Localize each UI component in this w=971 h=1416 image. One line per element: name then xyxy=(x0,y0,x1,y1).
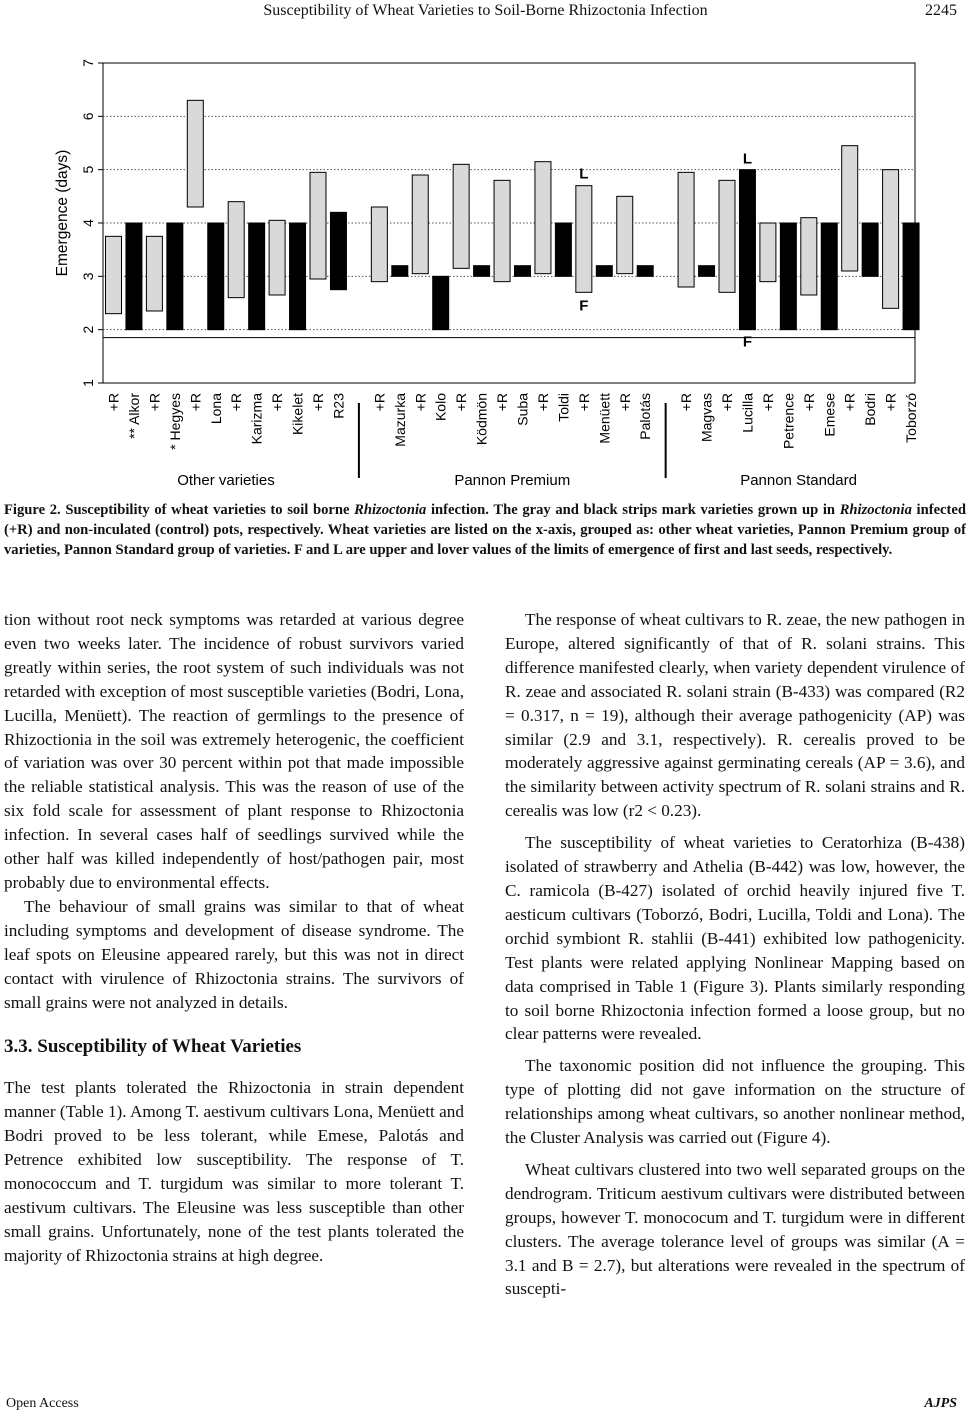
annotation-label: F xyxy=(742,333,753,351)
x-tick-label: Kolo xyxy=(432,393,449,422)
bar-control xyxy=(167,223,183,330)
right-paragraph-4: Wheat cultivars clustered into two well separated groups on the dendrogram. Triticum aestivum cultivars were distributed between groups, however T. monococum and T. turgidum were in different clusters. The average tolerance level of groups was similar (A = 3.1 and B = 2.7), but alterations were revealed in the spectrum of suscepti- xyxy=(505,1159,965,1299)
x-tick-label: Kikelet xyxy=(289,393,306,436)
bar-control xyxy=(821,223,837,330)
y-tick-label: 6 xyxy=(80,112,96,121)
footer-open-access: Open Access xyxy=(6,1396,79,1411)
right-column xyxy=(505,608,965,1301)
bar-control xyxy=(249,223,265,330)
x-tick-label: Emese xyxy=(821,393,838,437)
bar-infected xyxy=(842,146,858,271)
x-tick-label: ** Alkor xyxy=(125,393,142,439)
x-tick-label: Lona xyxy=(207,393,224,425)
bar-control xyxy=(126,223,142,330)
x-tick-label: Petrence xyxy=(780,393,797,450)
x-tick-label: Bodri xyxy=(862,393,879,426)
bar-infected xyxy=(146,236,162,311)
bar-infected xyxy=(801,218,817,295)
x-tick-label: +R xyxy=(841,393,858,412)
section-heading: 3.3. Susceptibility of Wheat Varieties xyxy=(4,1036,302,1058)
y-tick-label: 1 xyxy=(80,379,96,387)
caption-text-3: infected (+R) and non-inculated (control) pots, respectively. Wheat varieties are listed on the x-axis, grouped as: other wheat varieties, Pannon Premium group of varieties, Pannon Standard group of varieties. F and L are upper and lover values of the limits of emergence of first and last seeds, respectively. xyxy=(4,502,966,558)
page-footer xyxy=(0,1396,971,1416)
right-paragraph-1: The response of wheat cultivars to R. zeae, the new pathogen in Europe, altered significantly of that of R. solani strains. This difference manifested clearly, when variety dependent virulence of R. zeae and associated R. solani strain (B-433) was compared (R2 = 0.317, n = 19), although their average pathogenicity (AP) was similar (2.9 and 3.1, respectively). R. cerealis proved to be moderately aggressive against germinating cereals (AP = 3.6), and the similarity between activity spectrum of R. solani strains and R. cerealis was low (r2 < 0.23). xyxy=(505,610,965,821)
bar-control xyxy=(596,266,612,277)
x-tick-label: +R xyxy=(534,393,551,412)
x-tick-label: +R xyxy=(228,393,245,412)
x-tick-label: +R xyxy=(453,393,470,412)
caption-text-1: Figure 2. Susceptibility of wheat varieties to soil borne xyxy=(4,502,355,518)
bar-infected xyxy=(719,180,735,292)
bar-control xyxy=(699,266,715,277)
bar-infected xyxy=(269,220,285,295)
left-column xyxy=(4,608,464,1268)
bar-infected xyxy=(535,162,551,274)
bar-infected xyxy=(576,186,592,293)
x-tick-label: +R xyxy=(494,393,511,412)
left-paragraph-2: The behaviour of small grains was similar to that of wheat including symptoms and development of disease syndrome. The leaf spots on Eleusine appeared rarely, but this was not in direct contact with virulence of Rhizoctonia strains. The survivors of small grains were not analyzed in details. xyxy=(4,896,464,1012)
bar-control xyxy=(555,223,571,276)
bar-infected xyxy=(106,236,122,313)
y-tick-label: 7 xyxy=(80,59,96,67)
bar-control xyxy=(515,266,531,277)
bar-infected xyxy=(760,223,776,282)
group-label: Pannon Standard xyxy=(740,472,857,489)
x-tick-label: Lucilla xyxy=(739,393,756,433)
bar-infected xyxy=(228,202,244,298)
bar-infected xyxy=(883,170,899,309)
bar-control xyxy=(290,223,306,330)
bar-infected xyxy=(678,172,694,287)
bar-infected xyxy=(453,164,469,268)
x-tick-label: +R xyxy=(616,393,633,412)
annotation-label: F xyxy=(579,297,589,315)
bar-control xyxy=(433,276,449,329)
figure-caption xyxy=(4,500,966,560)
x-tick-label: Menüett xyxy=(596,393,613,444)
bar-infected xyxy=(617,196,633,273)
page-header xyxy=(0,0,971,26)
x-tick-label: +R xyxy=(310,393,326,412)
x-tick-label: +R xyxy=(146,393,163,412)
x-tick-label: +R xyxy=(882,393,899,412)
x-tick-label: Mazurka xyxy=(391,393,408,447)
bar-control xyxy=(637,266,653,277)
x-tick-label: +R xyxy=(719,393,735,412)
x-tick-label: R23 xyxy=(330,393,347,419)
bar-control xyxy=(739,170,755,330)
group-label: Other varieties xyxy=(177,472,275,489)
bar-control xyxy=(780,223,796,330)
bar-infected xyxy=(412,175,428,274)
x-tick-label: Karizma xyxy=(248,393,265,445)
x-tick-label: +R xyxy=(187,393,204,412)
x-tick-label: +R xyxy=(105,393,122,412)
y-tick-label: 5 xyxy=(80,165,96,174)
y-tick-label: 4 xyxy=(80,219,96,227)
page-number: 2245 xyxy=(925,2,957,19)
bar-control xyxy=(330,212,346,289)
group-label: Pannon Premium xyxy=(454,472,571,489)
x-tick-label: +R xyxy=(371,393,388,412)
emergence-chart xyxy=(0,28,971,498)
x-tick-label: Magvas xyxy=(698,393,715,443)
running-title: Susceptibility of Wheat Varieties to Soil-Borne Rhizoctonia Infection xyxy=(263,2,708,19)
annotation-label: L xyxy=(579,165,589,183)
x-tick-label: Toldi xyxy=(555,393,572,422)
x-tick-label: Palotás xyxy=(637,393,654,440)
x-tick-label: Ködmön xyxy=(473,393,490,446)
x-tick-label: +R xyxy=(678,393,695,412)
right-paragraph-2: The susceptibility of wheat varieties to Ceratorhiza (B-438) isolated of strawberry and Athelia (B-442) was low, however, the C. ramicola (B-427) isolated of orchid heavily injured five T. aesticum cultivars (Toborzó, Bodri, Lucilla, Toldi and Lona). The orchid symbiont R. stahlii (B-441) exhibited low pathogenicity. Test plants were related applying Nonlinear Mapping based on data comprised in Table 1 (Figure 3). Plants similarly responding to soil borne Rhizoctonia infection formed a loose group, but no clear patterns were revealed. xyxy=(505,833,965,1044)
caption-italic-2: Rhizoctonia xyxy=(839,502,912,518)
bar-infected xyxy=(371,207,387,282)
y-tick-label: 3 xyxy=(80,272,96,281)
bar-control xyxy=(474,266,490,277)
caption-text-2: infection. The gray and black strips mark varieties grown up in xyxy=(426,502,840,518)
bar-infected xyxy=(494,180,510,281)
bar-control xyxy=(903,223,919,330)
x-tick-label: +R xyxy=(800,393,817,412)
right-paragraph-3: The taxonomic position did not influence the grouping. This type of plotting did not gave information on the structure of relationships among wheat cultivars, so another nonlinear method, the Cluster Analysis was carried out (Figure 4). xyxy=(505,1056,965,1148)
left-paragraph-1: tion without root neck symptoms was retarded at various degree even two weeks later. The incidence of robust survivors varied greatly within series, the root system of such individuals was not retarded with exception of most susceptible varieties (Bodri, Lona, Lucilla, Menüett). The reaction of germlings to the presence of Rhizoctionia in the soil was extremely heterogenic, the coefficient of variation was over 30 percent within pot that made impossible the reliable statistical analysis. This was the reason of use of the six fold scale for assessment of plant response to Rhizoctonia infection. In several cases half of seedlings survived while the other half was killed independently of host/pathogen pair, most probably due to environmental effects. xyxy=(4,610,464,892)
y-axis-label: Emergence (days) xyxy=(54,149,71,277)
bar-infected xyxy=(187,100,203,207)
x-tick-label: Suba xyxy=(514,393,531,426)
footer-journal: AJPS xyxy=(924,1396,957,1411)
x-tick-label: * Hegyes xyxy=(166,393,183,450)
bar-control xyxy=(392,266,408,277)
x-tick-label: +R xyxy=(575,393,592,412)
x-tick-label: Toborzó xyxy=(903,393,920,443)
x-tick-label: +R xyxy=(412,393,429,412)
bar-control xyxy=(208,223,224,330)
left-paragraph-3: The test plants tolerated the Rhizoctonia in strain dependent manner (Table 1). Among T. aestivum cultivars Lona, Menüett and Bodri proved to be less tolerant, while Emese, Palotás and Petrence exhibited low susceptibility. The response of T. monococcum and T. turgidum was similar to more tolerant T. aestivum cultivars. The Eleusine was less susceptible than other small grains. Unfortunately, none of the test plants tolerated the majority of Rhizoctonia strains at high degree. xyxy=(4,1078,464,1265)
x-tick-label: +R xyxy=(269,393,286,412)
annotation-label: L xyxy=(742,150,753,168)
caption-italic-1: Rhizoctonia xyxy=(354,502,427,518)
x-tick-label: +R xyxy=(759,393,776,412)
y-tick-label: 2 xyxy=(80,325,96,334)
bar-infected xyxy=(310,172,326,279)
bar-control xyxy=(862,223,878,276)
